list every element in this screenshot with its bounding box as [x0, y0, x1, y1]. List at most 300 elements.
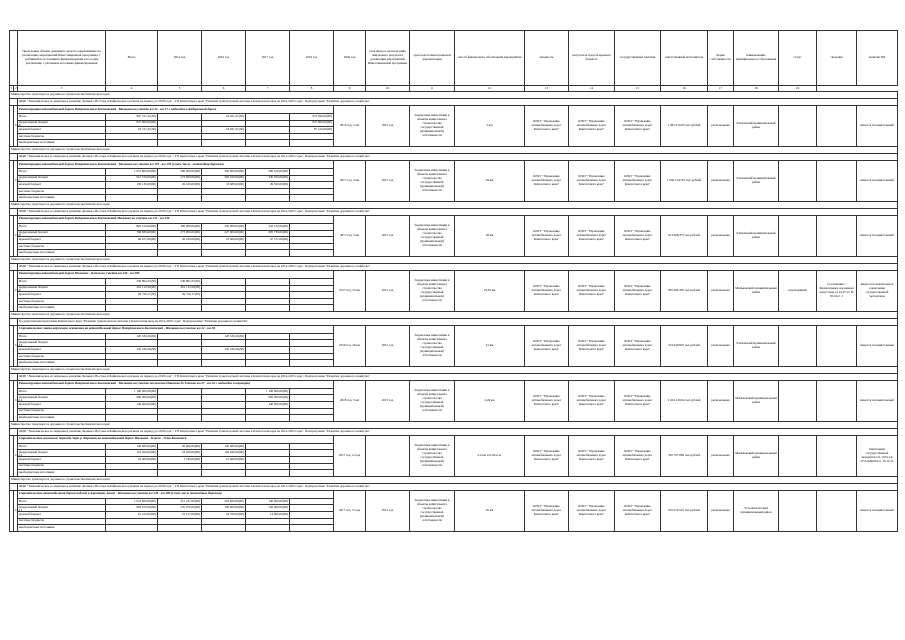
financing-value [158, 133, 202, 140]
object-row [10, 215, 898, 223]
object-name: Строительство мостового перехода через р. Кирганик на автомобильной дороге Мильково - Ключи - Усть-Камчатск [18, 435, 334, 443]
object-power: 2,49 км [455, 380, 525, 421]
financing-value: 305 739,00(00) [246, 230, 290, 237]
object-executor: КГКУ "Управление автомобильных дорог Камчатского края" [615, 380, 661, 421]
object-deadline: 2017 год, 5 км [334, 215, 366, 256]
financing-value [158, 347, 202, 354]
column-number: 18 [734, 86, 779, 92]
header-cell: государственный заказчик [615, 31, 661, 86]
object-method: бюджетные инвестиции в объекты капитального строительства государственной (муниципальной) собственности [410, 215, 455, 256]
object-power: 19,50 км [455, 270, 525, 311]
financing-value [202, 470, 246, 477]
header-cell: мощность [525, 31, 569, 86]
financing-value [202, 525, 246, 532]
program-title: ФЦП "Экономическое и социальное развитие Дальнего Востока и Байкальского региона на период до 2018 года" / ГП Камчатского края "Развитие транспортной системы в Камчатском крае на 2014-2025 годы". Подпрограмма "Развитие дорожного хозяйства" [18, 263, 898, 270]
financing-value [246, 450, 290, 457]
financing-value: 130 130,00(00) [106, 182, 158, 189]
financing-value [158, 388, 202, 395]
object-cost: 835 480,395 тыс.рублей [661, 270, 708, 311]
object-pd [366, 435, 410, 476]
object-status [779, 215, 817, 256]
object-recipient: КГКУ "Управление автомобильных дорог Камчатского края" [525, 160, 569, 201]
financing-value [158, 463, 202, 470]
column-number: 8 [290, 86, 334, 92]
financing-value [158, 120, 202, 127]
object-code: 16.6 [14, 106, 18, 147]
financing-source: Всего [18, 168, 106, 175]
financing-value [246, 525, 290, 532]
financing-value [202, 195, 246, 202]
object-status [779, 160, 817, 201]
financing-value [158, 402, 202, 409]
financing-value: 300 000,00(00) [158, 223, 202, 230]
financing-value [290, 457, 334, 464]
financing-value [290, 395, 334, 402]
financing-value [290, 511, 334, 518]
object-row [10, 380, 898, 388]
financing-value: 230 862,25(50) [106, 278, 158, 285]
object-method: бюджетные инвестиции в объекты капитального строительства государственной (муниципальной) собственности [410, 160, 455, 201]
financing-value [202, 278, 246, 285]
object-row [10, 270, 898, 278]
financing-value: 23 000,00(00) [202, 237, 246, 244]
financing-value [158, 188, 202, 195]
financing-value: 997 511,31(50) [106, 114, 158, 121]
section-title: Министерство транспорта и дорожного строительства Камчатского края [10, 476, 898, 483]
financing-value [246, 353, 290, 360]
section-title: Министерство транспорта и дорожного строительства Камчатского края [10, 366, 898, 373]
object-recipient: КГКУ "Управление автомобильных дорог Камчатского края" [525, 380, 569, 421]
financing-value: 1 074 000,00(00) [106, 498, 158, 505]
financing-value: 796 839,00(00) [106, 230, 158, 237]
indent-cell [10, 99, 18, 106]
object-own: региональная [708, 490, 734, 531]
financing-source: внебюджетные источники [18, 525, 106, 532]
financing-source: местные бюджеты [18, 298, 106, 305]
financing-source: краевой бюджет [18, 347, 106, 354]
object-deadline: 2016 год, 1 км [334, 106, 366, 147]
program-title: ФЦП "Экономическое и социальное развитие Дальнего Востока и Байкальского региона на период до 2018 года" / ГП Камчатского края "Развитие транспортной системы в Камчатском крае на 2014-2025 годы". Подпрограмма "Развитие дорожного хозяйства" [18, 153, 898, 160]
object-cost: 913 968,375 тыс.рублей [661, 215, 708, 256]
object-info [817, 380, 857, 421]
object-row [10, 160, 898, 168]
financing-value [246, 340, 290, 347]
financing-value [202, 285, 246, 292]
financing-value: 983 670,00(00) [106, 505, 158, 512]
financing-value [246, 127, 290, 134]
program-row [10, 483, 898, 490]
financing-value [158, 195, 202, 202]
financing-source: местные бюджеты [18, 133, 106, 140]
object-own: региональная [708, 270, 734, 311]
section-title: Министерство транспорта и дорожного строительства Камчатского края [10, 201, 898, 208]
financing-value [246, 408, 290, 415]
financing-value [202, 388, 246, 395]
financing-value: 26 100,00(00) [158, 237, 202, 244]
object-code: 16.10 [14, 325, 18, 366]
financing-source: местные бюджеты [18, 463, 106, 470]
object-havepd: Заключение государственной экспертизы № 1374-14/ГГЭ-9299/04 от 19.12.14 [857, 435, 898, 476]
financing-source: местные бюджеты [18, 518, 106, 525]
object-mun: Елизовский муниципальный район [734, 325, 779, 366]
financing-value [246, 188, 290, 195]
object-power: 38 км [455, 215, 525, 256]
section-title: Министерство транспорта и дорожного строительства Камчатского края [10, 92, 898, 99]
object-row [10, 325, 898, 333]
financing-source: Всего [18, 388, 106, 395]
header-cell: 2017 год [246, 31, 290, 86]
financing-source: внебюджетные источники [18, 250, 106, 257]
object-own: региональная [708, 380, 734, 421]
financing-value: 300 000,00(00) [158, 168, 202, 175]
financing-value [202, 395, 246, 402]
financing-value: 960 000,00(00) [246, 395, 290, 402]
object-code: 16.9 [14, 270, 18, 311]
financing-value [246, 292, 290, 299]
financing-source: внебюджетные источники [18, 305, 106, 312]
object-pd: 2015 год [366, 380, 410, 421]
financing-value: 61 412,00(00) [106, 511, 158, 518]
indent-cell [10, 263, 18, 270]
table-header-row [10, 31, 898, 86]
object-own: региональная [708, 325, 734, 366]
financing-value [202, 305, 246, 312]
column-number: 7 [246, 86, 290, 92]
financing-source: Всего [18, 278, 106, 285]
financing-value [290, 463, 334, 470]
object-name: Реконструкция автомобильной дороги Петропавловск-Камчатский - Мильково на участке км 155 - км 176 (в том числе - пешеходная дорожка) [18, 160, 334, 168]
financing-value [202, 140, 246, 147]
column-number: 19 [779, 86, 817, 92]
financing-value: 123 200,00(00) [106, 450, 158, 457]
object-own: региональная [708, 215, 734, 256]
financing-value [202, 463, 246, 470]
section-title: Министерство транспорта и дорожного строительства Камчатского края [10, 146, 898, 153]
financing-value [290, 188, 334, 195]
object-recipient: КГКУ "Управление автомобильных дорог Камчатского края" [525, 106, 569, 147]
object-customer: КГКУ "Управление автомобильных дорог Камчатского края" [569, 270, 615, 311]
financing-value: 120 330,26(50) [106, 347, 158, 354]
financing-value [246, 463, 290, 470]
object-row [10, 435, 898, 443]
object-executor: КГКУ "Управление автомобильных дорог Камчатского края" [615, 270, 661, 311]
column-number: 4 [106, 86, 158, 92]
financing-value [290, 360, 334, 367]
financing-value [290, 223, 334, 230]
financing-value [290, 175, 334, 182]
object-info [817, 215, 857, 256]
financing-source: внебюджетные источники [18, 195, 106, 202]
column-number: 17 [708, 86, 734, 92]
financing-value [202, 415, 246, 422]
financing-value [106, 408, 158, 415]
indent-cell [10, 373, 18, 380]
financing-source: федеральный бюджет [18, 395, 106, 402]
financing-value [158, 140, 202, 147]
object-info [817, 325, 857, 366]
financing-value [106, 305, 158, 312]
financing-value [246, 443, 290, 450]
object-name: Реконструкция автомобильной дороги Мильково - Ключи на участке км 249 - км 289 [18, 270, 334, 278]
object-info [817, 490, 857, 531]
object-recipient: КГКУ "Управление автомобильных дорог Камчатского края" [525, 435, 569, 476]
object-cost: 2 024 120,94 тыс.рублей [661, 380, 708, 421]
financing-value: 29 750,17(50) [106, 292, 158, 299]
object-code: 16.13 [14, 490, 18, 531]
financing-value: 201 112,50(00) [106, 285, 158, 292]
financing-value [246, 298, 290, 305]
financing-value [158, 250, 202, 257]
object-recipient: КГКУ "Управление автомобильных дорог Камчатского края" [525, 270, 569, 311]
header-cell: способ финансового обеспечения мероприятия [455, 31, 525, 86]
financing-value [246, 415, 290, 422]
financing-value [290, 450, 334, 457]
financing-value [202, 408, 246, 415]
object-method: бюджетные инвестиции в объекты капитального строительства государственной (муниципальной) собственности [410, 380, 455, 421]
object-mun: Елизовский муниципальный район [734, 106, 779, 147]
financing-source: федеральный бюджет [18, 450, 106, 457]
header-cell: 2020 год [334, 31, 366, 86]
financing-value: 302 220,00(00) [202, 175, 246, 182]
financing-value [106, 188, 158, 195]
program-row [10, 318, 898, 325]
indent-cell [10, 318, 18, 325]
financing-value [158, 305, 202, 312]
financing-value [106, 360, 158, 367]
column-number: 11 [410, 86, 455, 92]
object-status [779, 435, 817, 476]
object-info [817, 435, 857, 476]
financing-value [158, 333, 202, 340]
financing-value [158, 518, 202, 525]
object-havepd: имеется положительное заключение государственной экспертизы [857, 270, 898, 311]
financing-value [290, 347, 334, 354]
financing-value [106, 140, 158, 147]
program-row [10, 373, 898, 380]
column-number: 15 [615, 86, 661, 92]
financing-value: 120 330,26(50) [106, 333, 158, 340]
object-power: 12 км [455, 325, 525, 366]
financing-value [202, 243, 246, 250]
financing-source: местные бюджеты [18, 243, 106, 250]
column-number: 13 [525, 86, 569, 92]
financing-value: 343 510,00(00) [246, 223, 290, 230]
financing-value [290, 230, 334, 237]
section-row [10, 146, 898, 153]
object-executor: КГКУ "Управление автомобильных дорог Камчатского края" [615, 106, 661, 147]
object-own: региональная [708, 435, 734, 476]
financing-value [246, 360, 290, 367]
financing-value [158, 340, 202, 347]
object-name: Реконструкция автомобильной дороги Петропавловск-Камчатский - Мильково на участке км 12 - км 17 с подъездом к федеральной дороге [18, 106, 334, 114]
object-info: Соглашение с Федеральным дорожным агентством от 24.07.15 № 05-04-Г-1 [817, 270, 857, 311]
financing-value: 251 227,00(00) [158, 498, 202, 505]
object-customer: КГКУ "Управление автомобильных дорог Камчатского края" [569, 160, 615, 201]
object-mun: Мильковский муниципальный район [734, 435, 779, 476]
object-deadline: 2016 год, 26 км [334, 325, 366, 366]
header-cell: получатель средств краевого бюджета [569, 31, 615, 86]
object-info [817, 106, 857, 147]
object-customer: КГКУ "Управление автомобильных дорог Камчатского края" [569, 380, 615, 421]
financing-value: 140 000,00(00) [246, 498, 290, 505]
financing-value [290, 525, 334, 532]
financing-value [246, 518, 290, 525]
program-title: ФЦП "Экономическое и социальное развитие Дальнего Востока и Байкальского региона на период до 2018 года" / ГП Камчатского края "Развитие транспортной системы в Камчатском крае на 2014-2025 годы". Подпрограмма "Развитие дорожного хозяйства" [18, 99, 898, 106]
financing-value [290, 333, 334, 340]
financing-value: 1 100 000,00(00) [246, 388, 290, 395]
financing-value [290, 402, 334, 409]
investment-program-sheet [9, 30, 897, 532]
financing-value [106, 353, 158, 360]
financing-value: 921 570,00(00) [106, 175, 158, 182]
financing-value [106, 298, 158, 305]
object-row [10, 106, 898, 114]
object-executor: КГКУ "Управление автомобильных дорог Камчатского края" [615, 215, 661, 256]
indent-cell [10, 483, 18, 490]
financing-source: Всего [18, 498, 106, 505]
program-row [10, 153, 898, 160]
financing-value: 104 940,00(00) [202, 450, 246, 457]
financing-value: 230 862,25(50) [158, 278, 202, 285]
financing-value: 126 000,00(00) [246, 505, 290, 512]
financing-value [246, 114, 290, 121]
object-customer: КГКУ "Управление автомобильных дорог Камчатского края" [569, 106, 615, 147]
column-number: 2 [15, 85, 17, 90]
financing-value [158, 525, 202, 532]
financing-value [290, 498, 334, 505]
financing-value [246, 333, 290, 340]
financing-source: местные бюджеты [18, 408, 106, 415]
financing-value [290, 415, 334, 422]
financing-value: 140 000,00(00) [246, 402, 290, 409]
indent-cell [10, 153, 18, 160]
object-row [10, 490, 898, 498]
object-deadline: 2018 год, 5 км [334, 380, 366, 421]
financing-value [158, 360, 202, 367]
object-pd: 2015 год [366, 106, 410, 147]
program-title: ФЦП "Экономическое и социальное развитие Дальнего Востока и Байкальского региона на период до 2018 года" / ГП Камчатского края "Развитие транспортной системы в Камчатском крае на 2014-2025 годы". Подпрограмма "Развитие дорожного хозяйства" [18, 208, 898, 215]
financing-value: 126 600,00(00) [202, 443, 246, 450]
object-executor: КГКУ "Управление автомобильных дорог Камчатского края" [615, 160, 661, 201]
financing-value [290, 250, 334, 257]
financing-value [290, 243, 334, 250]
financing-value: 1 100 000,00(00) [106, 388, 158, 395]
object-mun: Елизовский муниципальный район [734, 160, 779, 201]
financing-value: 22 511,31(50) [106, 127, 158, 134]
program-row [10, 428, 898, 435]
object-havepd: имеется положительный [857, 490, 898, 531]
financing-value [290, 518, 334, 525]
program-row [10, 263, 898, 270]
object-deadline: 2017 год, 5 км [334, 160, 366, 201]
object-havepd: имеется положительный [857, 215, 898, 256]
financing-value: 273 900,00(00) [158, 230, 202, 237]
column-number: 6 [202, 86, 246, 92]
object-cost: 1 965 270,00 тыс.рублей [661, 106, 708, 147]
object-method: бюджетные инвестиции в объекты капитального строительства государственной (муниципальной) собственности [410, 490, 455, 531]
object-havepd: имеется положительный [857, 106, 898, 147]
object-code: 16.7 [14, 160, 18, 201]
financing-value [158, 415, 202, 422]
object-pd: 2015 год [366, 160, 410, 201]
column-number: 10 [366, 86, 410, 92]
program-title: ФЦП "Экономическое и социальное развитие Дальнего Востока и Байкальского региона на период до 2018 года" / ГП Камчатского края "Развитие транспортной системы в Камчатском крае на 2014-2025 годы". Подпрограмма "Развитие дорожного хозяйства" [18, 373, 898, 380]
indent-cell [10, 208, 18, 215]
financing-value [106, 525, 158, 532]
column-number: 3 [18, 86, 106, 92]
financing-value [290, 140, 334, 147]
investment-table [9, 30, 898, 532]
financing-value [290, 237, 334, 244]
financing-source: местные бюджеты [18, 188, 106, 195]
object-status [779, 106, 817, 147]
object-pd: 2015 год [366, 215, 410, 256]
financing-value [290, 340, 334, 347]
financing-value [202, 518, 246, 525]
financing-value [106, 195, 158, 202]
financing-source: краевой бюджет [18, 292, 106, 299]
program-title: ФЦП "Экономическое и социальное развитие Дальнего Востока и Байкальского региона на период до 2018 года" / ГП Камчатского края "Развитие транспортной системы в Камчатском крае на 2014-2025 годы". Подпрограмма "Развитие дорожного хозяйства" [18, 428, 898, 435]
financing-value: 224 600,00(00) [202, 498, 246, 505]
program-row [10, 99, 898, 106]
column-number: 5 [158, 86, 202, 92]
object-recipient: КГКУ "Управление автомобильных дорог Камчатского края" [525, 490, 569, 531]
financing-value: 893 510,00(00) [106, 223, 158, 230]
financing-value: 23 400,00(00) [106, 457, 158, 464]
financing-value [246, 195, 290, 202]
financing-source: краевой бюджет [18, 182, 106, 189]
section-row [10, 476, 898, 483]
financing-value [158, 127, 202, 134]
object-recipient: КГКУ "Управление автомобильных дорог Камчатского края" [525, 325, 569, 366]
financing-value [202, 360, 246, 367]
financing-source: краевой бюджет [18, 127, 106, 134]
financing-value: 227 000,00(00) [202, 230, 246, 237]
financing-value: 273 900,00(00) [158, 175, 202, 182]
financing-value: 235 070,00(00) [158, 505, 202, 512]
financing-value: 975 000,00(00) [290, 120, 334, 127]
financing-value [290, 470, 334, 477]
column-number: 1 [11, 85, 13, 90]
financing-value [202, 250, 246, 257]
financing-value [158, 298, 202, 305]
financing-value: 1 051 800,00(00) [106, 168, 158, 175]
header-cell: сведения [817, 31, 857, 86]
program-title: Государственная программа Камчатского края "Развитие транспортной системы в Камчатском крае на 2014-2025 годы". Подпрограмма "Развитие дорожного хозяйства" [18, 318, 898, 325]
column-number: 9 [334, 86, 366, 92]
financing-source: федеральный бюджет [18, 340, 106, 347]
financing-value: 16 157,00(00) [158, 511, 202, 518]
object-power: 5 км [455, 106, 525, 147]
object-name: Реконструкция автомобильной дороги Петропавловск-Камчатский - Мильково на участке от поселка Пиначево до Елизово км 27 - км 29 с подъездом к аэропорту [18, 380, 334, 388]
section-title: Министерство транспорта и дорожного строительства Камчатского края [10, 311, 898, 318]
financing-value: 390 100,00(00) [246, 168, 290, 175]
financing-source: Всего [18, 223, 106, 230]
section-title: Министерство транспорта и дорожного строительства Камчатского края [10, 421, 898, 428]
financing-value [246, 278, 290, 285]
financing-source: краевой бюджет [18, 402, 106, 409]
object-havepd: имеется положительный [857, 160, 898, 201]
financing-value [106, 518, 158, 525]
financing-source: краевой бюджет [18, 511, 106, 518]
financing-value [246, 285, 290, 292]
financing-value [246, 470, 290, 477]
financing-value [290, 408, 334, 415]
financing-source: федеральный бюджет [18, 505, 106, 512]
object-method: бюджетные инвестиции в объекты капитального строительства государственной (муниципальной) собственности [410, 325, 455, 366]
header-cell: Всего [106, 31, 158, 86]
table-body [10, 92, 898, 532]
